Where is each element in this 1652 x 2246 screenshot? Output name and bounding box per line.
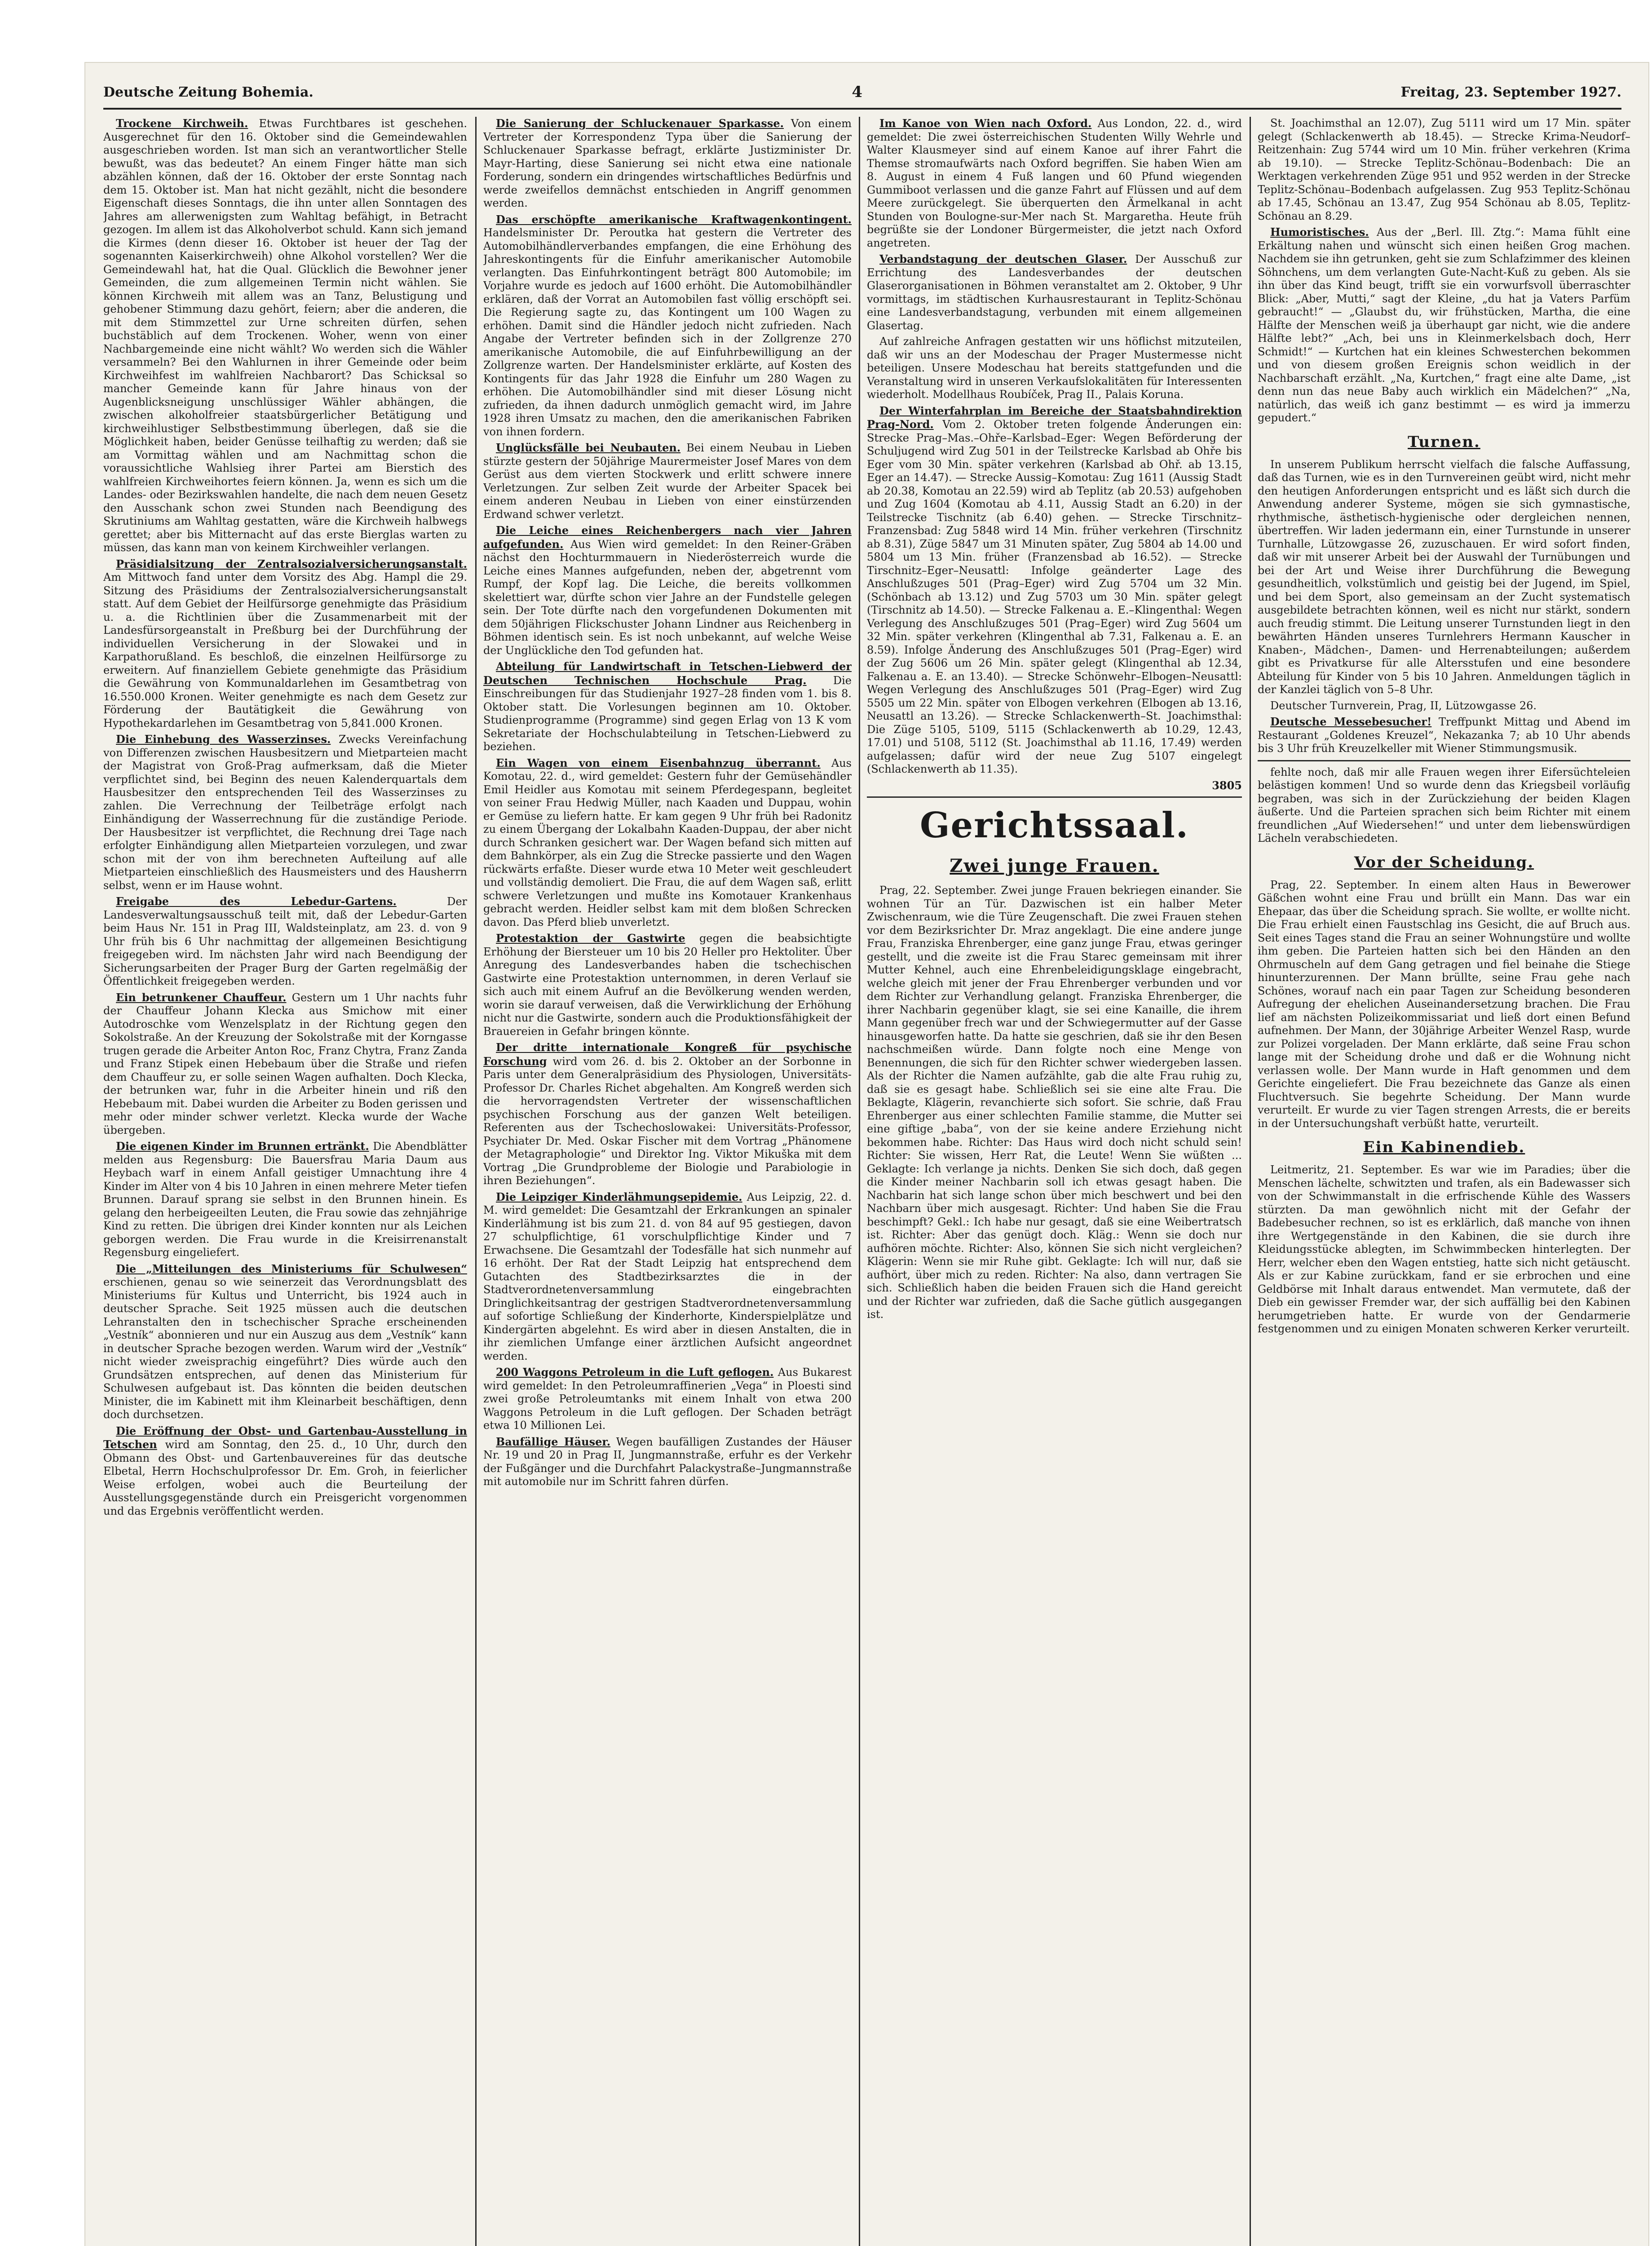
article-heading: Deutsche Messebesucher! (1270, 715, 1432, 728)
article (483, 1435, 852, 1489)
article (483, 1190, 852, 1363)
article-text: Aus der „Berl. Ill. Ztg.“: Mama fühlt eine Erkältung nahen und wünscht sich einen heißen Grog machen. Nachdem sie ihn getrunken, geht sie zum Schlafzimmer des kleinen Söhnchens, um dem verlangten Gute-Nacht-Kuß zu geben. Als sie ihn über das Kind beugt, trifft sie ein vorwurfsvoll überraschter Blick: „Aber, Mutti,“ sagt der Kleine, „du hat ja Vaters Parfüm gebraucht!“ — „Glaubst du, wir frühstücken, Martha, die eine Hälfte der Menschen weiß ja überhaupt gar nicht, wie die andere Hälfte lebt?“ „Ach, bei uns in Kleinmerkelsbach doch, Herr Schmidt!“ — Kurtchen hat ein kleines Schwesterchen bekommen und von diesem großen Ereignis schon weidlich in der Nachbarschaft erzählt. „Na, Kurtchen,“ fragt eine alte Dame, „ist denn nun das neue Baby auch wirklich ein Mädelchen?“ „Na, natürlich, das weiß ich ganz bestimmt — es wird ja immerzu gepudert.“ (1258, 226, 1630, 424)
article (483, 213, 852, 439)
article (1258, 715, 1630, 756)
article (867, 117, 1242, 250)
article (1258, 225, 1630, 425)
article-heading: Verbandstagung der deutschen Glaser. (879, 252, 1127, 265)
article-heading: Ein betrunkener Chauffeur. (116, 990, 287, 1004)
article-heading: Protestaktion der Gastwirte (496, 932, 685, 945)
article (103, 117, 467, 555)
article-heading: Die Leiche eines Reichenbergers nach vier Jahren aufgefunden. (483, 524, 852, 551)
article-heading: Die Leipziger Kinderlähmungsepidemie. (496, 1190, 742, 1203)
article (1258, 699, 1630, 713)
article (103, 557, 467, 730)
article-text: Wegen baufälligen Zustandes der Häuser Nr. 19 und 20 in Prag II, Jungmannstraße, erfuhr es der Verkehr der Fußgänger und die Durchfahrt Palackystraße–Jungmannstraße mit automobile nur im Schritt fahren dürfen. (483, 1435, 852, 1488)
article-text: Die Abendblätter melden aus Regensburg: Die Bauersfrau Maria Daum aus Heybach warf in einem Anfall geistiger Umnachtung ihre 4 Kinder im Alter von 4 bis 10 Jahren in einen mehrere Meter tiefen Brunnen. Darauf sprang sie selbst in den Brunnen hinein. Es gelang den herbeigeeilten Leuten, die Frau sowie das zehnjährige Kind zu retten. Die übrigen drei Kinder konnten nur als Leichen geborgen werden. Die Frau wurde in die Kreisirrenanstalt Regensburg eingeliefert. (103, 1140, 467, 1259)
article-text: gegen die beabsichtigte Erhöhung der Biersteuer um 10 bis 20 Heller pro Hektoliter. Über Anregung des Landesverbandes haben die tschechischen Gastwirte eine Protestaktion unternommen, in deren Verlauf sie sich auch mit einem Aufruf an die Bevölkerung wenden werden, worin sie darauf verweisen, daß die Verwirklichung der Erhöhung nicht nur die Gastwirte, sondern auch die Produktionsfähigkeit der Brauereien in Gefahr bringen könnte. (483, 932, 852, 1038)
article-text: In unserem Publikum herrscht vielfach die falsche Auffassung, daß das Turnen, wie es in den Turnvereinen geübt wird, nicht mehr den heutigen Anforderungen entspricht und es läßt sich durch die Anwendung anderer Systeme, mögen sie sich gymnastische, rhythmische, ästhetisch-hygienische oder dergleichen nennen, übertreffen. Wir laden jedermann ein, einer Turnstunde in unserer Turnhalle, Lützowgasse 26, zuzuschauen. Er wird sofort finden, daß wir mit unserer Arbeit bei der Auswahl der Turnübungen und bei der Art und Weise ihrer Durchführung die Bewegung gesundheitlich, volkstümlich und geistig bei der Jugend, im Spiel, und bei dem Sport, also gemeinsam an der Zucht systematisch ausgebildete betrachten können, weil es nicht nur stärkt, sondern auch freudig stimmt. Die Leitung unserer Turnstunden liegt in den bewährten Händen unseres Turnlehrers Hermann Kauscher in Knaben-, Mädchen-, Damen- und Herrenabteilungen; außerdem gibt es Privatkurse für alle Altersstufen und eine besondere Abteilung für Kinder von 5 bis 10 Jahren. Anmeldungen täglich in der Kanzlei täglich von 5–8 Uhr. (1258, 458, 1630, 696)
article-text: Vom 2. Oktober treten folgende Änderungen ein: Strecke Prag–Mas.–Ohře–Karlsbad–Eger: Wegen Beförderung der Schuljugend wird Zug 501 in der Teilstrecke Karlsbad ab Ohře bis Eger vom 30 Min. später verkehren (Karlsbad ab Ohř. ab 13.15, Eger an 14.47). — Strecke Aussig–Komotau: Zug 1611 (Aussig Stadt ab 20.38, Komotau an 22.59) wird ab Teplitz (ab 20.53) aufgehoben und Zug 1604 (Komotau ab 4.11, Aussig Stadt an 6.20) in der Teilstrecke Tischnitz (ab 6.40) gehen. — Strecke Tirschnitz–Franzensbad: Zug 5848 wird 14 Min. früher verkehren (Tirschnitz ab 8.31), Züge 5847 um 31 Minuten später, Zug 5804 ab 14.00 und 5804 um 13 Min. früher (Franzensbad ab 16.52). — Strecke Tirschnitz–Eger–Neusattl: Infolge geänderter Lage des Anschlußzuges 501 (Prag–Eger) wird Zug 5704 um 32 Min. (Schönbach ab 13.12) und Zug 5703 um 30 Min. später gelegt (Tirschnitz ab 14.50). — Strecke Falkenau a. E.–Klingenthal: Wegen Verlegung des Anschlußzuges 501 (Prag–Eger) wird Zug 5604 um 32 Min. später verkehren (Klingenthal ab 7.31, Falkenau a. E. an 8.59). Infolge Änderung des Anschlußzuges 501 (Prag–Eger) wird der Zug 5606 um 26 Min. später gelegt (Klingenthal ab 12.34, Falkenau a. E. an 13.40). — Strecke Schönwehr–Elbogen–Neusattl: Wegen Verlegung des Anschlußzuges 501 (Prag–Eger) wird Zug 5505 um 22 Min. später von Elbogen verkehren (Elbogen ab 13.16, Neusattl an 13.26). — Strecke Schlackenwerth–St. Joachimsthal: Die Züge 5105, 5109, 5115 (Schlackenwerth ab 10.29, 12.43, 17.01) und 5108, 5112 (St. Joachimsthal ab 11.16, 17.49) werden aufgelassen; dafür wird der neue Zug 5107 eingelegt (Schlackenwerth ab 11.35). (867, 418, 1242, 775)
article-heading: Präsidialsitzung der Zentralsozialversicherungsanstalt. (116, 557, 467, 570)
article-heading: Die eigenen Kinder im Brunnen ertränkt. (116, 1140, 369, 1153)
article (483, 1041, 852, 1188)
article-heading: Die Einhebung des Wasserzinses. (116, 733, 331, 746)
article-text: Aus Wien wird gemeldet: In den Reiner-Gräben nächst den Hochturmmauern in Niederösterreich wurde die Leiche eines Mannes aufgefunden, neben der, abgetrennt vom Rumpf, der Kopf lag. Die Leiche, die bereits vollkommen skelettiert war, dürfte schon vier Jahre an der Fundstelle gelegen sein. Der Tote dürfte nach den vorgefundenen Dokumenten mit dem 50jährigen Flickschuster Johann Lindner aus Reichenberg in Böhmen identisch sein. Es ist noch unbekannt, auf welche Weise der Unglückliche den Tod gefunden hat. (483, 538, 852, 657)
article-heading: Die Eröffnung der Obst- und Gartenbau-Ausstellung in Tetschen (103, 1424, 467, 1451)
article-text: Handelsminister Dr. Peroutka hat gestern die Vertreter des Automobilhändlerverbandes empfangen, die eine Erhöhung des Jahreskontingents für die Einfuhr amerikanischer Automobile verlangten. Das Einfuhrkontingent beträgt 800 Automobile; im Vorjahre wurde es jedoch auf 1600 erhöht. Die Automobilhändler erklären, daß der Vorrat an Automobilen fast völlig erschöpft sei. Die Regierung sagte zu, das Kontingent um 100 Wagen zu erhöhen. Damit sind die Händler jedoch nicht zufrieden. Nach Angabe der Vertreter befinden sich in der Zollgrenze 270 amerikanische Automobile, die auf Einfuhrbewilligung an der Zollgrenze warten. Der Handelsminister erklärte, auf Kosten des Kontingents für das Jahr 1928 die Einfuhr um 280 Wagen zu erhöhen. Die Automobilhändler sind mit dieser Lösung nicht zufrieden, da ihnen dadurch unmöglich gemacht wird, im Jahre 1928 ihren Umsatz zu machen, den die amerikanischen Fabriken von ihnen fordern. (483, 226, 852, 438)
column-4 (1258, 117, 1630, 2246)
masthead-date: Freitag, 23. September 1927. (1400, 84, 1621, 100)
column-4-court-articles (1258, 766, 1630, 1336)
article (103, 733, 467, 892)
article-text: Aus Bukarest wird gemeldet: In den Petroleumraffinerien „Vega“ in Ploesti sind zwei große Petroleumtanks mit einem Inhalt von etwa 200 Waggons Petroleum in die Luft geflogen. Der Schaden beträgt etwa 10 Millionen Lei. (483, 1366, 852, 1432)
article (1258, 117, 1630, 223)
column-2 (483, 117, 852, 2246)
article-heading: 200 Waggons Petroleum in die Luft geflogen. (496, 1366, 774, 1379)
article-text: erschienen, genau so wie seinerzeit das Verordnungsblatt des Ministeriums für Kultus und Unterricht, bis 1924 auch in deutscher Sprache. Seit 1925 müssen auch die deutschen Lehranstalten den in tschechischer Sprache erscheinenden „Vestník“ abonnieren und nur ein Auszug aus dem „Vestník“ kann in deutscher Sprache bezogen werden. Warum wird der „Vestník“ nicht wieder zweisprachig eingeführt? Dies würde auch den Grundsätzen entsprechen, auf denen das Ministerium für Schulwesen aufgebaut ist. Das könnten die beiden deutschen Minister, die im Kabinett mit ihm Kleinarbeit beschäftigen, denn doch durchsetzen. (103, 1276, 467, 1421)
article-heading: Vor der Scheidung. (1354, 853, 1534, 871)
article-text: Am Mittwoch fand unter dem Vorsitz des Abg. Hampl die 29. Sitzung des Präsidiums der Zentralsozialversicherungsanstalt statt. Auf dem Gebiet der Heilfürsorge genehmigte das Präsidium u. a. die Richtlinien über die Zusammenarbeit mit der Landesfürsorgeanstalt in Preßburg bei der Durchführung der individuellen Versicherung in der Slowakei und in Karpathorußland. Es beschloß, die einzelnen Heilfürsorge zu erweitern. Auf finanziellem Gebiete genehmigte das Präsidium die Gewährung von Kommunaldarlehen im Gesamtbetrag von 16.550.000 Kronen. Weiter genehmigte es nach dem Gesetz zur Förderung der Bautätigkeit die Gewährung von Hypothekardarlehen im Gesamtbetrag von 5,841.000 Kronen. (103, 571, 467, 730)
column-1-articles (103, 117, 467, 1518)
article-text: fehlte noch, daß mir alle Frauen wegen ihrer Eifersüchteleien belästigen kommen! Und so wurde denn das Kriegsbeil vorläufig begraben, was sich in der Zurückziehung der beiden Klagen äußerte. Und die Parteien sprachen sich beim Richter mit einem freundlichen „Auf Wiedersehen!“ und unter dem liebenswürdigen Lächeln verabschiedeten. (1258, 765, 1630, 844)
column-3-articles (867, 117, 1242, 776)
article (483, 660, 852, 754)
article-text: Von einem Vertreter der Korrespondenz Typa über die Sanierung der Schluckenauer Sparkasse befragt, erklärte Justizminister Dr. Mayr-Harting, diese Sanierung sei nicht etwa eine nationale Forderung, sondern ein dringendes wirtschaftliches Bedürfnis und werde zweifellos demnächst entschieden in Angriff genommen werden. (483, 117, 852, 209)
article-text: Treffpunkt Mittag und Abend im Restaurant „Goldenes Kreuzel“, Nekazanka 7; ab 10 Uhr abends bis 3 Uhr früh Kreuzelkeller mit Wiener Stimmungsmusik. (1258, 716, 1630, 755)
article-heading: Der dritte internationale Kongreß für psychische Forschung (483, 1041, 852, 1068)
article-text: Leitmeritz, 21. September. Es war wie im Paradies; über die Menschen lächelte, schwitzten und trafen, als ein Badewasser sich von der Schwimmanstalt in die erfrischende Kühle des Wassers stürzten. Da man gewöhnlich nicht mit der Gefahr der Badebesucher rechnen, so ist es erklärlich, daß manche von ihnen ihre Wertgegenstände in den Kabinen, die sie durch ihre Kleidungsstücke ablegten, im Schwimmbecken hinterlegten. Der Herr, welcher eben den Wagen entstieg, hatte sich nicht getäuscht. Als er zur Kabine zurückkam, fand er sie erbrochen und eine Geldbörse mit Inhalt daraus entwendet. Man vermutete, daß der Dieb ein gewisser Fremder war, der sich auffällig bei den Kabinen herumgetrieben hatte. Er wurde von der Gendarmerie festgenommen und zu einigen Monaten schweren Kerker verurteilt. (1258, 1163, 1630, 1335)
column-rule (1250, 117, 1251, 2246)
article-text: Die Einschreibungen für das Studienjahr 1927–28 finden vom 1. bis 8. Oktober statt. Die Vorlesungen beginnen am 10. Oktober. Studienprogramme (Programme) sind gegen Erlag von 13 K vom Sekretariate der Hochschulabteilung in Tetschen-Liebwerd zu beziehen. (483, 674, 852, 753)
court-article-title: Zwei junge Frauen. (950, 855, 1159, 876)
article (867, 335, 1242, 402)
article-text: Gestern um 1 Uhr nachts fuhr der Chauffeur Johann Klecka aus Smichow mit einer Autodroschke vom Wenzelsplatz in der Richtung gegen den Sokolstraße. An der Kreuzung der Sokolstraße mit der Korngasse trugen gerade die Arbeiter Anton Roc, Franz Chytra, Franz Zanda und Franz Stipek einen Hebebaum über die Straße und riefen dem Chauffeur zu, er solle seinen Wagen aufhalten. Doch Klecka, der betrunken war, fuhr in die Arbeiter hinein und riß den Hebebaum mit. Dabei wurden die Arbeiter zu Boden gerissen und mehr oder minder schwer verletzt. Klecka wurde der Wache übergeben. (103, 991, 467, 1136)
court-article-text: Prag, 22. September. Zwei junge Frauen bekriegen einander. Sie wohnen Tür an Tür. Dazwischen ist ein halber Meter Zwischenraum, wie die Türe Zeugenschaft. Die zwei Frauen stehen vor dem Bezirksrichter Dr. Mraz angeklagt. Die eine andere junge Frau, Franziska Ehrenberger, eine ganz junge Frau, etwas geringer gestellt, und die zweite ist die Frau Starec gemeinsam mit ihrer Mutter Kehnel, auch eine Ehrenbeleidigungsklage eingebracht, welche gleich mit jener der Frau Ehrenberger verbunden und vor dem Richter zur Verhandlung gelangt. Franziska Ehrenberger, die ihrer Nachbarin gegenüber klagt, sie sei eine Kanaille, die ihrem Mann gegenüber frech war und der Schwiegermutter auf der Gasse hinausgeworfen hatte. Da hatte sie geschrien, daß sie ihr den Besen nachschmeißen würde. Dann folgte noch eine Menge von Benennungen, die sich für den Richter schwer wiedergeben lassen. Als der Richter die Namen aufzählte, gab die alte Frau ruhig zu, daß sie es gesagt habe. Schließlich sei sie eine alte Frau. Die Beklagte, Klägerin, revanchierte sich sofort. Sie schrie, daß Frau Ehrenberger aus einer schlechten Familie stamme, die Mutter sei eine giftige „baba“, von der sie keine andere Erziehung nicht bekommen habe. Richter: Das Haus wird doch nicht schuld sein! Richter: Sie wissen, Herr Rat, die Leute! Wenn Sie wüßten ... Geklagte: Ich verlange ja nichts. Denken Sie sich doch, daß gegen die Kinder meiner Nachbarin soll ich etwas gesagt haben. Die Nachbarin hat sich lange schon über mich beschwert und bei den Nachbarn über mich ausgesagt. Richter: Und haben Sie die Frau beschimpft? Gekl.: Ich habe nur gesagt, daß sie eine Weibertratsch ist. Richter: Aber das genügt doch. Kläg.: Wenn sie doch nur aufhören möchte. Richter: Also, können Sie sich nicht vergleichen? Klägerin: Wenn sie mir Ruhe gibt. Geklagte: Ich will nur, daß sie aufhört, über mich zu reden. Richter: Na also, dann vertragen Sie sich. Schließlich haben die beiden Frauen sich die Hand gereicht und der Richter war zufrieden, daß die Sache gütlich ausgegangen ist. (867, 884, 1242, 1321)
article (483, 1366, 852, 1432)
article-text: Der Ausschuß zur Errichtung des Landesverbandes der deutschen Glaserorganisationen in Böhmen veranstaltet am 2. Oktober, 9 Uhr vormittags, im städtischen Kurhausrestaurant in Teplitz-Schönau eine Landesverbandstagung, verbunden mit einem allgemeinen Glasertag. (867, 253, 1242, 332)
article (103, 1424, 467, 1518)
article (867, 404, 1242, 776)
article-heading: Humoristisches. (1270, 225, 1369, 239)
advertisement-number: 3805 (1212, 778, 1242, 792)
article (103, 1140, 467, 1260)
article (103, 991, 467, 1137)
article-heading: Die Sanierung der Schluckenauer Sparkasse. (496, 117, 784, 130)
masthead (103, 76, 1621, 110)
column-3 (867, 117, 1242, 2246)
article-text: Aus Leipzig, 22. d. M. wird gemeldet: Die Gesamtzahl der Erkrankungen an spinaler Kinderlähmung ist bis zum 21. d. von 84 auf 95 gestiegen, davon 27 schulpflichtige, 61 vorschulpflichtige Kinder und 7 Erwachsene. Die Gesamtzahl der Todesfälle hat sich nunmehr auf 16 erhöht. Der Rat der Stadt Leipzig hat entsprechend dem Gutachten des Stadtbezirksarztes die in der Stadtverordnetenversammlung eingebrachten Dringlichkeitsantrag der gestrigen Stadtverordnetenversammlung auf sofortige Schließung der Kinderhorte, Kinderspielplätze und Kindergärten abgelehnt. Es wird aber in diesen Anstalten, die in ihr ziemlichen Umfange einer ärztlichen Aufsicht angeordnet werden. (483, 1190, 852, 1362)
article-text: Deutscher Turnverein, Prag, II, Lützowgasse 26. (1270, 699, 1537, 712)
article (103, 895, 467, 988)
column-rule (475, 117, 477, 2246)
article-heading: Ein Wagen von einem Eisenbahnzug überrannt. (496, 756, 821, 769)
article (103, 1262, 467, 1422)
masthead-title: Deutsche Zeitung Bohemia. (103, 84, 314, 100)
article-heading: Freigabe des Lebedur-Gartens. (116, 895, 397, 908)
article-heading: Unglücksfälle bei Neubauten. (496, 441, 681, 454)
section-divider (867, 796, 1242, 798)
column-4-articles (1258, 117, 1630, 756)
court-section-title: Gerichtssaal. (920, 805, 1189, 846)
article-text: Prag, 22. September. In einem alten Haus in Bewerower Gäßchen wohnt eine Frau und brüllt ein Mann. Das war ein Ehepaar, das über die Scheidung sprach. Sie wollte, er wollte nicht. Die Frau erhielt einen Faustschlag ins Gesicht, die auf Bruch aus. Seit eines Tages stand die Frau an seiner Wohnungstüre und wollte ihm geben. Die Parteien hatten sich bei den Händen an den Ohrmuscheln auf dem Gang getragen und fiel beinahe die Stiege hinunterzurennen. Der Mann brüllte, seine Frau gehe nach Schönes, worauf nach ein paar Tagen zur Scheidung besonderen Aufregung der ehelichen Auseinandersetzung brachen. Die Frau lief am nächsten Polizeikommissariat und ließ dort einen Befund aufnehmen. Der Mann, der 30jährige Arbeiter Wenzel Rasp, wurde zur Polizei vorgeladen. Der Mann erklärte, daß seine Frau schon lange mit der Scheidung drohe und daß er die Wohnung nicht verlassen wolle. Der Mann wurde in Haft genommen und dem Gerichte eingeliefert. Die Frau bezeichnete das Ganze als einen Fluchtversuch. Sie begehrte Scheidung. Der Mann wurde verurteilt. Er wurde zu vier Tagen strengen Arrests, die er bereits in der Untersuchungshaft verbüßt hatte, verurteilt. (1258, 878, 1630, 1130)
article-heading: Baufällige Häuser. (496, 1435, 611, 1448)
section-divider (1258, 760, 1630, 761)
article-heading: Ein Kabinendieb. (1363, 1138, 1525, 1156)
article (867, 252, 1242, 332)
article-text: St. Joachimsthal an 12.07), Zug 5111 wird um 17 Min. später gelegt (Schlackenwerth ab 18.45). — Strecke Krima-Neudorf–Reitzenhain: Zug 5744 wird um 10 Min. früher verkehren (Krima ab 19.10). — Strecke Teplitz-Schönau–Bodenbach: Die an Werktagen verkehrenden Züge 951 und 952 werden in der Strecke Teplitz-Schönau–Bodenbach aufgelassen. Zug 953 Teplitz-Schönau ab 17.45, Schönau an 13.47, Zug 954 Schönau ab 8.05, Teplitz-Schönau an 8.29. (1258, 117, 1630, 222)
page-number: 4 (852, 83, 862, 101)
newspaper-page (85, 63, 1648, 2246)
article-text: Aus Komotau, 22. d., wird gemeldet: Gestern fuhr der Gemüsehändler Emil Heidler aus Komotau mit seinem Pferdegespann, begleitet von seiner Frau Hedwig Müller, nach Kaaden und Duppau, wohin er Gemüse zu liefern hatte. Er kam gegen 9 Uhr früh bei Radonitz zu einem Übergang der Lokalbahn Kaaden-Duppau, der aber nicht durch Schranken gesichert war. Der Wagen befand sich mitten auf dem Bahnkörper, als ein Zug die Strecke passierte und den Wagen rückwärts erfaßte. Dieser wurde etwa 10 Meter weit geschleudert und vollständig demoliert. Die Frau, die auf dem Wagen saß, erlitt schwere Verletzungen und mußte ins Komotauer Krankenhaus gebracht werden. Heidler selbst kam mit dem bloßen Schrecken davon. Das Pferd blieb unverletzt. (483, 756, 852, 928)
article-heading: Die „Mitteilungen des Ministeriums für Schulwesen“ (116, 1262, 467, 1275)
article-text: Zwecks Vereinfachung von Differenzen zwischen Hausbesitzern und Mietparteien macht der Magistrat von Groß-Prag aufmerksam, daß die Mieter verpflichtet sind, bei Beginn des neuen Kalenderquartals dem Hausbesitzer den entsprechenden Teil des Wasserzinses zu zahlen. Die Verrechnung der Teilbeträge erfolgt nach Einhändigung der Wasserrechnung für die zuständige Periode. Der Hausbesitzer ist verpflichtet, die Rechnung drei Tage nach erfolgter Einhändigung allen Mietparteien vorzulegen, und zwar schon mit der von ihm berechneten Aufteilung auf alle Mietparteien einschließlich des Hausmeisters und des Hausherrn selbst, wenn er im Hause wohnt. (103, 733, 467, 892)
column-rule (859, 117, 860, 2246)
article-heading: Turnen. (1408, 433, 1480, 451)
article (483, 441, 852, 521)
article-heading: Abteilung für Landwirtschaft in Tetschen-Liebwerd der Deutschen Technischen Hochschule Prag. (483, 660, 852, 687)
article (483, 756, 852, 929)
article-text: wird vom 26. d. bis 2. Oktober an der Sorbonne in Paris unter dem Generalpräsidium des Physiologen, Universitäts-Professor Dr. Charles Richet abgehalten. Am Kongreß werden sich die hervorragendsten Vertreter der wissenschaftlichen psychischen Forschung aus der ganzen Welt beteiligen. Referenten aus der Tschechoslowakei: Universitäts-Professor, Psychiater Dr. Med. Oskar Fischer mit dem Vortrag „Phänomene der Metagraphologie“ und Direktor Ing. Viktor Mikuška mit dem Vortrag „Die Grundprobleme der Biologie und Parabiologie in ihren Beziehungen“. (483, 1055, 852, 1187)
article-text: wird am Sonntag, den 25. d., 10 Uhr, durch den Obmann des Obst- und Gartenbauvereines für das deutsche Elbetal, Herrn Hochschulprofessor Dr. Em. Groh, in feierlicher Weise erfolgen, wobei auch die Beurteilung der Ausstellungsgegenstände durch ein Preisgericht vorgenommen und das Ergebnis veröffentlicht werden. (103, 1438, 467, 1517)
article-text: Auf zahlreiche Anfragen gestatten wir uns höflichst mitzuteilen, daß wir uns an der Modeschau der Prager Mustermesse nicht beteiligen. Unsere Modeschau hat bereits stattgefunden und die Veranstaltung wird in unseren Verkaufslokalitäten für Interessenten wiederholt. Modellhaus Roubíček, Prag II., Palais Koruna. (867, 335, 1242, 401)
article (483, 117, 852, 210)
article-heading: Im Kanoe von Wien nach Oxford. (879, 117, 1092, 130)
column-1 (103, 117, 467, 2246)
article-text: Der Landesverwaltungsausschuß teilt mit, daß der Lebedur-Garten beim Haus Nr. 151 in Prag III, Waldsteinplatz, am 23. d. von 9 Uhr früh bis 6 Uhr nachmittag der allgemeinen Besichtigung freigegeben wird. Im nächsten Jahr wird nach Beendigung der Sicherungsarbeiten der Prager Burg der Garten regelmäßig der Öffentlichkeit freigegeben werden. (103, 895, 467, 987)
article (483, 932, 852, 1038)
article (483, 524, 852, 657)
article-text: Etwas Furchtbares ist geschehen. Ausgerechnet für den 16. Oktober sind die Gemeindewahlen ausgeschrieben worden. Ist man sich an verantwortlicher Stelle bewußt, was das bedeutet? An einem Finger hätte man sich abzählen können, daß der 16. Oktober der erste Sonntag nach dem 15. Oktober ist. Man hat nicht gezählt, nicht die besondere Eigenschaft dieses Sonntags, die ihn unter allen Sonntagen des Jahres am allerwenigsten zum Wahltag befähigt, in Betracht gezogen. Im allem ist das Alkoholverbot schuld. Kann sich jemand die Kirmes (denn dieser 16. Oktober ist heuer der Tag der sogenannten Kaiserkirchweih) ohne Alkohol vorstellen? Wer die Gemeindewahl hat, hat die Qual. Glücklich die Bewohner jener Gemeinden, die zum allgemeinen Termin nicht wählen. Sie können Kirchweih mit allem was an Tanz, Belustigung und gehobener Stimmung dazu gehört, feiern; aber die anderen, die mit dem Stimmzettel zur Urne schreiten dürfen, sehen buchstäblich auf dem Trockenen. Woher, wenn von einer Nachbargemeinde eine nicht wählt? Wo werden sich die Wähler versammeln? Bei den Wahlurnen in ihrer Gemeinde oder beim Kirchweihfest im wahlfreien Nachbarort? Das Schicksal so mancher Gemeinde kann für Jahre hinaus von der Augenblicksneigung unschlüssiger Wähler abhängen, die zwischen alkoholfreier staatsbürgerlicher Betätigung und kirchweihlustiger Selbstbestimmung überlegen, daß sie die Möglichkeit haben, beider Genüsse teilhaftig zu werden; daß sie am Vormittag wählen und am Nachmittag schon die voraussichtliche Wahlsieg ihrer Partei am Bierstich des wahlfreien Kirchweihortes feiern können. Ja, wenn es sich um die Landes- oder Bezirkswahlen handelte, die nach dem neuen Gesetz den Ausschank schon zwei Stunden nach Beendigung des Skrutiniums am Wahltag gestatten, wäre die Kirchweih halbwegs gerettet; aber bis Mitternacht auf das erste Bierglas warten zu müssen, das kann man von keinem Kirchweihler verlangen. (103, 117, 467, 554)
article-text: Bei einem Neubau in Lieben stürzte gestern der 50jährige Maurermeister Josef Mares von dem Gerüst aus dem vierten Stockwerk und erlitt schwere innere Verletzungen. Zur selben Zeit wurde der Arbeiter Spacek bei einem anderen Neubau in Lieben von einer einstürzenden Erdwand schwer verletzt. (483, 442, 852, 521)
column-2-articles (483, 117, 852, 1489)
article-text: Aus London, 22. d., wird gemeldet: Die zwei österreichischen Studenten Willy Wehrle und Walter Klausmeyer sind auf einem Kanoe auf ihrer Fahrt die Themse stromaufwärts nach Oxford begriffen. Sie haben Wien am 8. August in einem 4 Fuß langen und 60 Pfund wiegenden Gummiboot verlassen und die ganze Fahrt auf Flüssen und auf dem Meere zurückgelegt. Sie überquerten den Ärmelkanal in acht Stunden von Boulogne-sur-Mer nach St. Margaretha. Heute früh begrüßte sie der Londoner Bürgermeister, die jetzt nach Oxford angetreten. (867, 117, 1242, 249)
article-heading: Das erschöpfte amerikanische Kraftwagenkontingent. (496, 212, 852, 226)
article-heading: Trockene Kirchweih. (116, 117, 248, 130)
article (1258, 766, 1630, 845)
article-heading: Der Winterfahrplan im Bereiche der Staatsbahndirektion Prag-Nord. (867, 404, 1242, 431)
